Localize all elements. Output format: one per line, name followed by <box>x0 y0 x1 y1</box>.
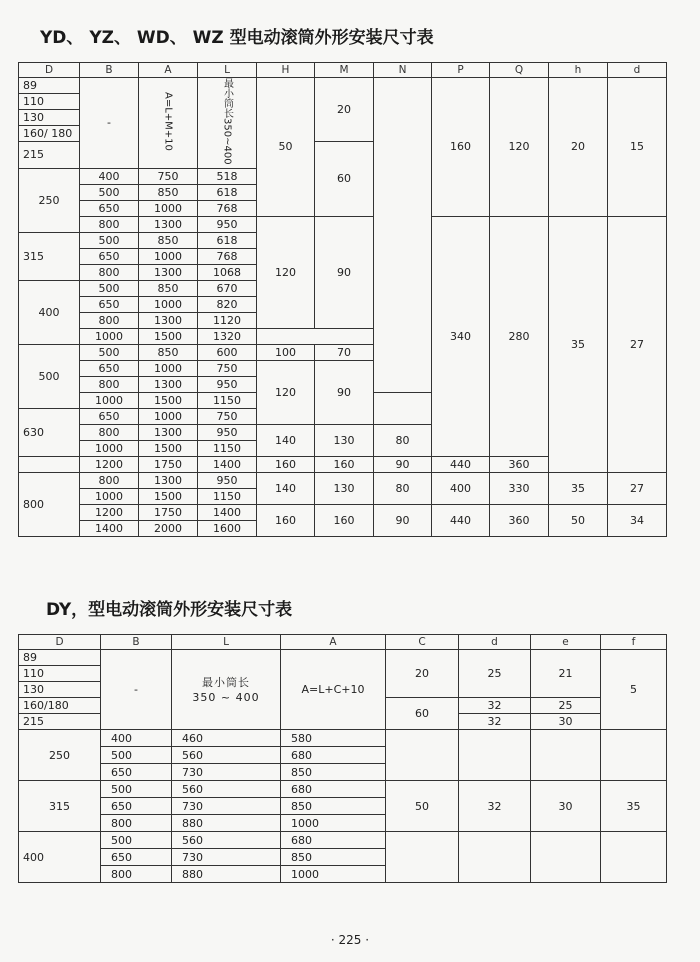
table2 <box>18 634 667 883</box>
cell-A: 1300 <box>139 424 198 440</box>
cell-L: 750 <box>198 360 257 376</box>
cell-B: 1000 <box>80 440 139 456</box>
cell-L: 730 <box>172 849 281 866</box>
col-header-A: A <box>139 63 198 78</box>
cell-C: 60 <box>386 698 459 730</box>
cell-L: 880 <box>172 866 281 883</box>
cell-d: 25 <box>459 650 531 698</box>
cell-e: 30 <box>531 781 601 832</box>
cell-B: 400 <box>80 168 139 184</box>
col-header-M: M <box>315 63 374 78</box>
cell-A: 580 <box>281 730 386 747</box>
cell-B: 1200 <box>80 456 139 472</box>
cell-B: 650 <box>80 296 139 312</box>
cell-A: 2000 <box>139 520 198 536</box>
cell-L: 768 <box>198 248 257 264</box>
cell-D: 800 <box>19 472 80 536</box>
cell-L: 1320 <box>198 328 257 344</box>
cell-B: 1000 <box>80 328 139 344</box>
cell-B: 500 <box>80 232 139 248</box>
cell-A: 850 <box>281 849 386 866</box>
cell-L-note <box>172 650 281 730</box>
cell-A: 850 <box>139 344 198 360</box>
cell-D: 315 <box>19 781 101 832</box>
cell-B-dash: - <box>101 650 172 730</box>
cell-d: 27 <box>608 216 667 472</box>
cell-A: 1300 <box>139 472 198 488</box>
cell-B: 400 <box>101 730 172 747</box>
col-header-A: A <box>281 635 386 650</box>
col-header-D: D <box>19 63 80 78</box>
cell-N: 90 <box>374 456 432 472</box>
cell-D: 500 <box>19 344 80 408</box>
cell-d: 32 <box>459 714 531 730</box>
cell-A: 1000 <box>139 200 198 216</box>
cell-L: 950 <box>198 216 257 232</box>
table1 <box>18 62 667 537</box>
table1-title: YD、 YZ、 WD、 WZ 型电动滚筒外形安装尺寸表 <box>40 28 434 48</box>
l-note-line1: 最小筒长 <box>202 675 250 689</box>
cell-L: 460 <box>172 730 281 747</box>
cell-L: 1400 <box>198 456 257 472</box>
cell-L: 1400 <box>198 504 257 520</box>
cell-A: 1000 <box>139 248 198 264</box>
cell-A: 1750 <box>139 504 198 520</box>
cell-D: 315 <box>19 232 80 280</box>
col-header-d: d <box>459 635 531 650</box>
cell-A: 680 <box>281 832 386 849</box>
cell-e-blank <box>531 832 601 883</box>
cell-A: 1300 <box>139 216 198 232</box>
cell-N: 80 <box>374 424 432 456</box>
cell-d: 32 <box>459 698 531 714</box>
cell-B: 800 <box>80 312 139 328</box>
col-header-h: h <box>549 63 608 78</box>
cell-L: 1150 <box>198 392 257 408</box>
cell-H: 100 <box>257 344 315 360</box>
cell-D-blank <box>19 456 80 472</box>
cell-d: 15 <box>608 78 667 217</box>
cell-L: 950 <box>198 424 257 440</box>
cell-D: 215 <box>19 142 80 169</box>
cell-B: 650 <box>80 360 139 376</box>
col-header-L: L <box>198 63 257 78</box>
cell-A: 1500 <box>139 392 198 408</box>
cell-L: 1150 <box>198 488 257 504</box>
cell-L: 768 <box>198 200 257 216</box>
cell-f-blank <box>601 832 667 883</box>
col-header-C: C <box>386 635 459 650</box>
cell-B: 500 <box>80 280 139 296</box>
col-header-d: d <box>608 63 667 78</box>
cell-L: 560 <box>172 832 281 849</box>
cell-M: 70 <box>315 344 374 360</box>
cell-L: 560 <box>172 747 281 764</box>
cell-L: 730 <box>172 764 281 781</box>
cell-D: 110 <box>19 94 80 110</box>
cell-A: 850 <box>139 280 198 296</box>
cell-A: 1000 <box>139 408 198 424</box>
cell-B: 500 <box>101 747 172 764</box>
col-header-B: B <box>80 63 139 78</box>
cell-H: 160 <box>257 504 315 536</box>
cell-Q: 280 <box>490 216 549 456</box>
cell-B: 800 <box>101 866 172 883</box>
cell-A: 1500 <box>139 440 198 456</box>
cell-L: 1150 <box>198 440 257 456</box>
cell-L: 670 <box>198 280 257 296</box>
col-header-P: P <box>432 63 490 78</box>
cell-B: 500 <box>101 832 172 849</box>
cell-A: 1500 <box>139 488 198 504</box>
cell-C: 20 <box>386 650 459 698</box>
cell-L: 518 <box>198 168 257 184</box>
cell-C-blank <box>386 832 459 883</box>
cell-Q: 120 <box>490 78 549 217</box>
cell-L: 950 <box>198 376 257 392</box>
cell-e: 25 <box>531 698 601 714</box>
cell-D: 400 <box>19 280 80 344</box>
cell-B: 500 <box>80 184 139 200</box>
cell-B: 1400 <box>80 520 139 536</box>
cell-A: 1000 <box>139 296 198 312</box>
cell-M: 60 <box>315 142 374 217</box>
a-formula-text: A=L+M+10 <box>162 91 174 151</box>
cell-A: 1000 <box>281 866 386 883</box>
cell-D: 110 <box>19 666 101 682</box>
cell-C-blank <box>386 730 459 781</box>
cell-P: 400 <box>432 472 490 504</box>
cell-B-dash: - <box>80 78 139 169</box>
cell-D: 630 <box>19 408 80 456</box>
cell-H: 140 <box>257 472 315 504</box>
cell-f: 5 <box>601 650 667 730</box>
col-header-N: N <box>374 63 432 78</box>
cell-d: 34 <box>608 504 667 536</box>
page-number: · 225 · <box>330 933 370 947</box>
cell-L: 1068 <box>198 264 257 280</box>
cell-h: 35 <box>549 216 608 472</box>
l-note-line2: 350 ~ 400 <box>192 690 260 704</box>
cell-D: 250 <box>19 730 101 781</box>
cell-A: 1300 <box>139 264 198 280</box>
cell-d-blank <box>459 832 531 883</box>
col-header-Q: Q <box>490 63 549 78</box>
cell-L-note <box>198 78 257 169</box>
cell-N: 80 <box>374 472 432 504</box>
cell-B: 650 <box>80 248 139 264</box>
cell-M: 160 <box>315 456 374 472</box>
cell-h: 50 <box>549 504 608 536</box>
cell-D: 130 <box>19 682 101 698</box>
cell-d-blank <box>459 730 531 781</box>
cell-Q: 330 <box>490 472 549 504</box>
cell-M: 90 <box>315 360 374 424</box>
cell-B: 800 <box>80 424 139 440</box>
cell-L: 820 <box>198 296 257 312</box>
table2-title: DY，型电动滚筒外形安装尺寸表 <box>46 600 293 620</box>
cell-L: 1120 <box>198 312 257 328</box>
cell-D: 160/180 <box>19 698 101 714</box>
cell-B: 1000 <box>80 392 139 408</box>
cell-A: 1500 <box>139 328 198 344</box>
cell-d: 27 <box>608 472 667 504</box>
cell-Q: 360 <box>490 456 549 472</box>
col-header-H: H <box>257 63 315 78</box>
cell-A: 750 <box>139 168 198 184</box>
cell-M: 160 <box>315 504 374 536</box>
cell-M: 20 <box>315 78 374 142</box>
cell-B: 650 <box>80 200 139 216</box>
cell-D: 250 <box>19 168 80 232</box>
cell-L: 600 <box>198 344 257 360</box>
cell-C: 50 <box>386 781 459 832</box>
cell-L: 750 <box>198 408 257 424</box>
cell-L: 1600 <box>198 520 257 536</box>
cell-e: 21 <box>531 650 601 698</box>
cell-A: 850 <box>281 798 386 815</box>
cell-N-blank <box>374 78 432 393</box>
cell-P: 160 <box>432 78 490 217</box>
cell-A: 850 <box>139 184 198 200</box>
cell-B: 1200 <box>80 504 139 520</box>
cell-B: 800 <box>101 815 172 832</box>
cell-M: 90 <box>315 216 374 328</box>
cell-A: 1000 <box>281 815 386 832</box>
cell-D: 89 <box>19 78 80 94</box>
col-header-f: f <box>601 635 667 650</box>
col-header-B: B <box>101 635 172 650</box>
cell-f-blank <box>601 730 667 781</box>
cell-H: 120 <box>257 360 315 424</box>
cell-M: 130 <box>315 424 374 456</box>
cell-f: 35 <box>601 781 667 832</box>
cell-B: 800 <box>80 472 139 488</box>
cell-B: 650 <box>101 849 172 866</box>
cell-B: 800 <box>80 264 139 280</box>
col-header-e: e <box>531 635 601 650</box>
cell-h: 35 <box>549 472 608 504</box>
cell-H: 160 <box>257 456 315 472</box>
cell-A: 850 <box>139 232 198 248</box>
cell-D: 215 <box>19 714 101 730</box>
cell-L: 618 <box>198 232 257 248</box>
cell-A: 680 <box>281 781 386 798</box>
cell-A: 1000 <box>139 360 198 376</box>
cell-A: 850 <box>281 764 386 781</box>
cell-L: 950 <box>198 472 257 488</box>
cell-P: 340 <box>432 216 490 456</box>
cell-Q: 360 <box>490 504 549 536</box>
cell-d: 32 <box>459 781 531 832</box>
cell-D: 130 <box>19 110 80 126</box>
cell-P: 440 <box>432 504 490 536</box>
cell-H: 120 <box>257 216 315 328</box>
cell-D: 160/ 180 <box>19 126 80 142</box>
cell-L: 730 <box>172 798 281 815</box>
cell-L: 880 <box>172 815 281 832</box>
cell-B: 800 <box>80 216 139 232</box>
cell-A: 1300 <box>139 376 198 392</box>
cell-B: 500 <box>101 781 172 798</box>
cell-P: 440 <box>432 456 490 472</box>
cell-L: 560 <box>172 781 281 798</box>
cell-A-formula: A=L+C+10 <box>281 650 386 730</box>
cell-H: 50 <box>257 78 315 217</box>
cell-A-formula <box>139 78 198 169</box>
cell-B: 650 <box>80 408 139 424</box>
cell-A: 1750 <box>139 456 198 472</box>
cell-B: 650 <box>101 764 172 781</box>
cell-D: 400 <box>19 832 101 883</box>
cell-N: 90 <box>374 504 432 536</box>
cell-e-blank <box>531 730 601 781</box>
cell-e: 30 <box>531 714 601 730</box>
cell-B: 500 <box>80 344 139 360</box>
cell-D: 89 <box>19 650 101 666</box>
cell-B: 1000 <box>80 488 139 504</box>
cell-h: 20 <box>549 78 608 217</box>
cell-H: 140 <box>257 424 315 456</box>
cell-B: 800 <box>80 376 139 392</box>
col-header-D: D <box>19 635 101 650</box>
cell-B: 650 <box>101 798 172 815</box>
cell-A: 1300 <box>139 312 198 328</box>
cell-L: 618 <box>198 184 257 200</box>
cell-A: 680 <box>281 747 386 764</box>
cell-M: 130 <box>315 472 374 504</box>
col-header-L: L <box>172 635 281 650</box>
l-note-text: 最小筒长350~400 <box>221 78 233 165</box>
